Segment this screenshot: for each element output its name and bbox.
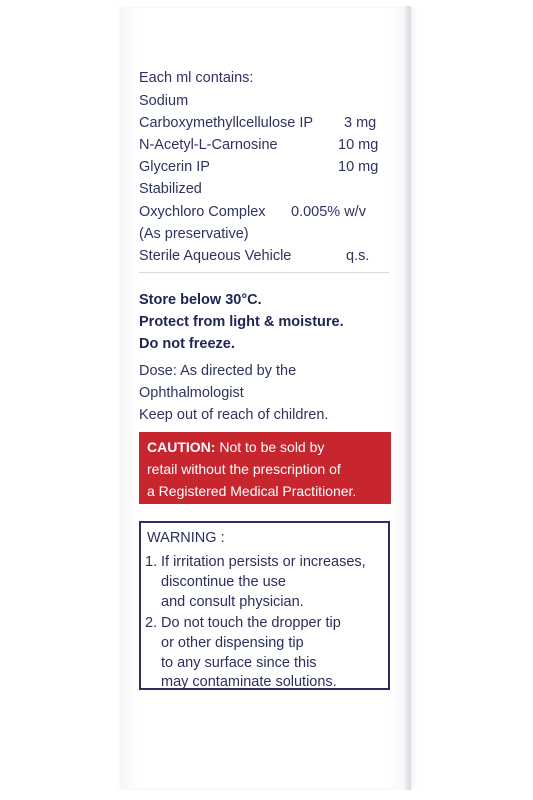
caution-text: Not to be sold by bbox=[215, 439, 325, 455]
caution-line-2: retail without the prescription of bbox=[147, 461, 341, 477]
warning-item-text: Do not touch the dropper tip bbox=[161, 615, 341, 631]
ingredient-name: Sodium bbox=[139, 93, 189, 109]
caution-line-3: a Registered Medical Practitioner. bbox=[147, 483, 357, 499]
ingredient-amount: q.s. bbox=[346, 248, 370, 264]
warning-item-text: to any surface since this bbox=[161, 655, 317, 671]
storage-temperature: Store below 30°C. bbox=[139, 292, 262, 308]
ingredient-name: (As preservative) bbox=[139, 226, 249, 242]
caution-label: CAUTION: bbox=[147, 439, 216, 455]
dose-text: Ophthalmologist bbox=[139, 385, 244, 401]
ingredient-name: Glycerin IP bbox=[139, 159, 210, 175]
section-divider bbox=[139, 272, 389, 273]
warning-box bbox=[139, 521, 390, 690]
warning-item-text: and consult physician. bbox=[161, 594, 304, 610]
warning-item-text: discontinue the use bbox=[161, 574, 286, 590]
ingredient-amount: 10 mg bbox=[338, 159, 379, 175]
warning-item-number: 1. bbox=[145, 554, 158, 570]
ingredient-amount: 10 mg bbox=[338, 137, 379, 153]
ingredient-name: N-Acetyl-L-Carnosine bbox=[139, 137, 278, 153]
warning-item-number: 2. bbox=[145, 615, 158, 631]
carton-side-edge bbox=[405, 6, 411, 790]
ingredient-amount: 3 mg bbox=[344, 115, 377, 131]
ingredient-amount: 0.005% w/v bbox=[291, 204, 366, 220]
warning-item-text: If irritation persists or increases, bbox=[161, 554, 366, 570]
ingredient-name: Carboxymethyllcellulose IP bbox=[139, 115, 314, 131]
warning-item-text: or other dispensing tip bbox=[161, 635, 304, 651]
caution-line-1 bbox=[147, 437, 324, 457]
ingredient-name: Sterile Aqueous Vehicle bbox=[139, 248, 292, 264]
ingredient-name: Stabilized bbox=[139, 181, 202, 197]
caution-banner bbox=[139, 432, 391, 504]
dose-text: Dose: As directed by the bbox=[139, 363, 297, 379]
storage-light-moisture: Protect from light & moisture. bbox=[139, 314, 344, 330]
composition-header: Each ml contains: bbox=[139, 70, 254, 86]
children-warning: Keep out of reach of children. bbox=[139, 407, 329, 423]
storage-freeze: Do not freeze. bbox=[139, 336, 235, 352]
warning-title: WARNING : bbox=[147, 530, 225, 546]
warning-item-text: may contaminate solutions. bbox=[161, 674, 337, 690]
ingredient-name: Oxychloro Complex bbox=[139, 204, 266, 220]
